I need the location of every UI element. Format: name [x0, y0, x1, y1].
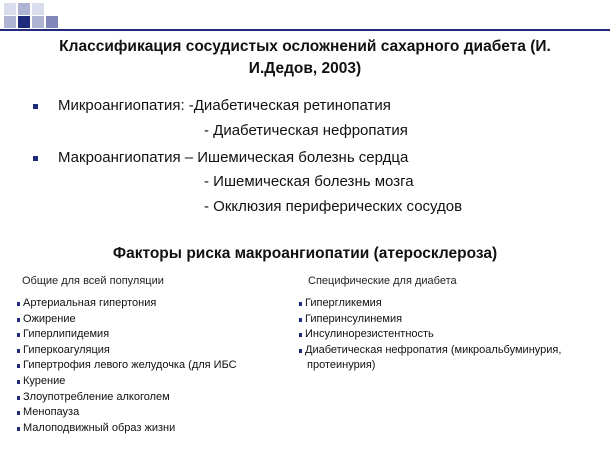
list-item: Гипертрофия левого желудочка (для ИБС	[17, 358, 237, 374]
deco-square	[46, 16, 58, 28]
title-line-2: И.Дедов, 2003)	[248, 60, 362, 77]
bullet-icon	[299, 302, 302, 306]
col2-header: Специфические для диабета	[308, 275, 457, 287]
list-item: Артериальная гипертония	[17, 296, 237, 312]
bullet-icon	[17, 349, 20, 353]
list-item: Гиперинсулинемия	[299, 312, 561, 328]
list-item: Ожирение	[17, 312, 237, 328]
bullet-icon	[17, 333, 20, 337]
micro-label: Микроангиопатия: -Диабетическая ретинопатия	[58, 97, 391, 114]
list-item: Менопауза	[17, 405, 237, 421]
bullet-icon	[17, 396, 20, 400]
list-item-continuation: протеинурия)	[307, 359, 376, 372]
bullet-icon	[299, 349, 302, 353]
bullet-icon	[17, 364, 20, 368]
col1-list	[17, 296, 237, 436]
bullet-icon	[299, 333, 302, 337]
deco-square	[18, 3, 30, 15]
list-item: Злоупотребление алкоголем	[17, 390, 237, 406]
bullet-icon	[17, 302, 20, 306]
list-item: Гиперкоагуляция	[17, 343, 237, 359]
risk-heading: Факторы риска макроангиопатии (атеросклероза)	[112, 245, 498, 262]
deco-square	[18, 16, 30, 28]
bullet-square-icon	[33, 104, 38, 109]
macro-sub-2: - Окклюзия периферических сосудов	[204, 198, 463, 215]
title-line-1: Классификация сосудистых осложнений сахарного диабета (И.	[59, 38, 551, 55]
bullet-icon	[17, 318, 20, 322]
list-item: Инсулинорезистентность	[299, 327, 561, 343]
list-item: Курение	[17, 374, 237, 390]
header-decoration	[0, 0, 200, 30]
header-rule	[0, 29, 610, 31]
deco-square	[32, 3, 44, 15]
deco-square	[32, 16, 44, 28]
list-item: Гиперлипидемия	[17, 327, 237, 343]
col1-header: Общие для всей популяции	[22, 275, 164, 287]
bullet-square-icon	[33, 156, 38, 161]
bullet-icon	[17, 380, 20, 384]
bullet-icon	[17, 427, 20, 431]
deco-square	[4, 3, 16, 15]
page-title	[20, 36, 590, 80]
deco-square	[4, 16, 16, 28]
macro-label: Макроангиопатия – Ишемическая болезнь сердца	[58, 149, 409, 166]
list-item: Диабетическая нефропатия (микроальбуминурия,	[299, 343, 561, 359]
col2-list	[299, 296, 561, 374]
list-item: Гипергликемия	[299, 296, 561, 312]
list-item: Малоподвижный образ жизни	[17, 421, 237, 437]
bullet-icon	[299, 318, 302, 322]
macro-sub-1: - Ишемическая болезнь мозга	[204, 173, 414, 190]
micro-sub: - Диабетическая нефропатия	[204, 122, 408, 139]
bullet-icon	[17, 411, 20, 415]
